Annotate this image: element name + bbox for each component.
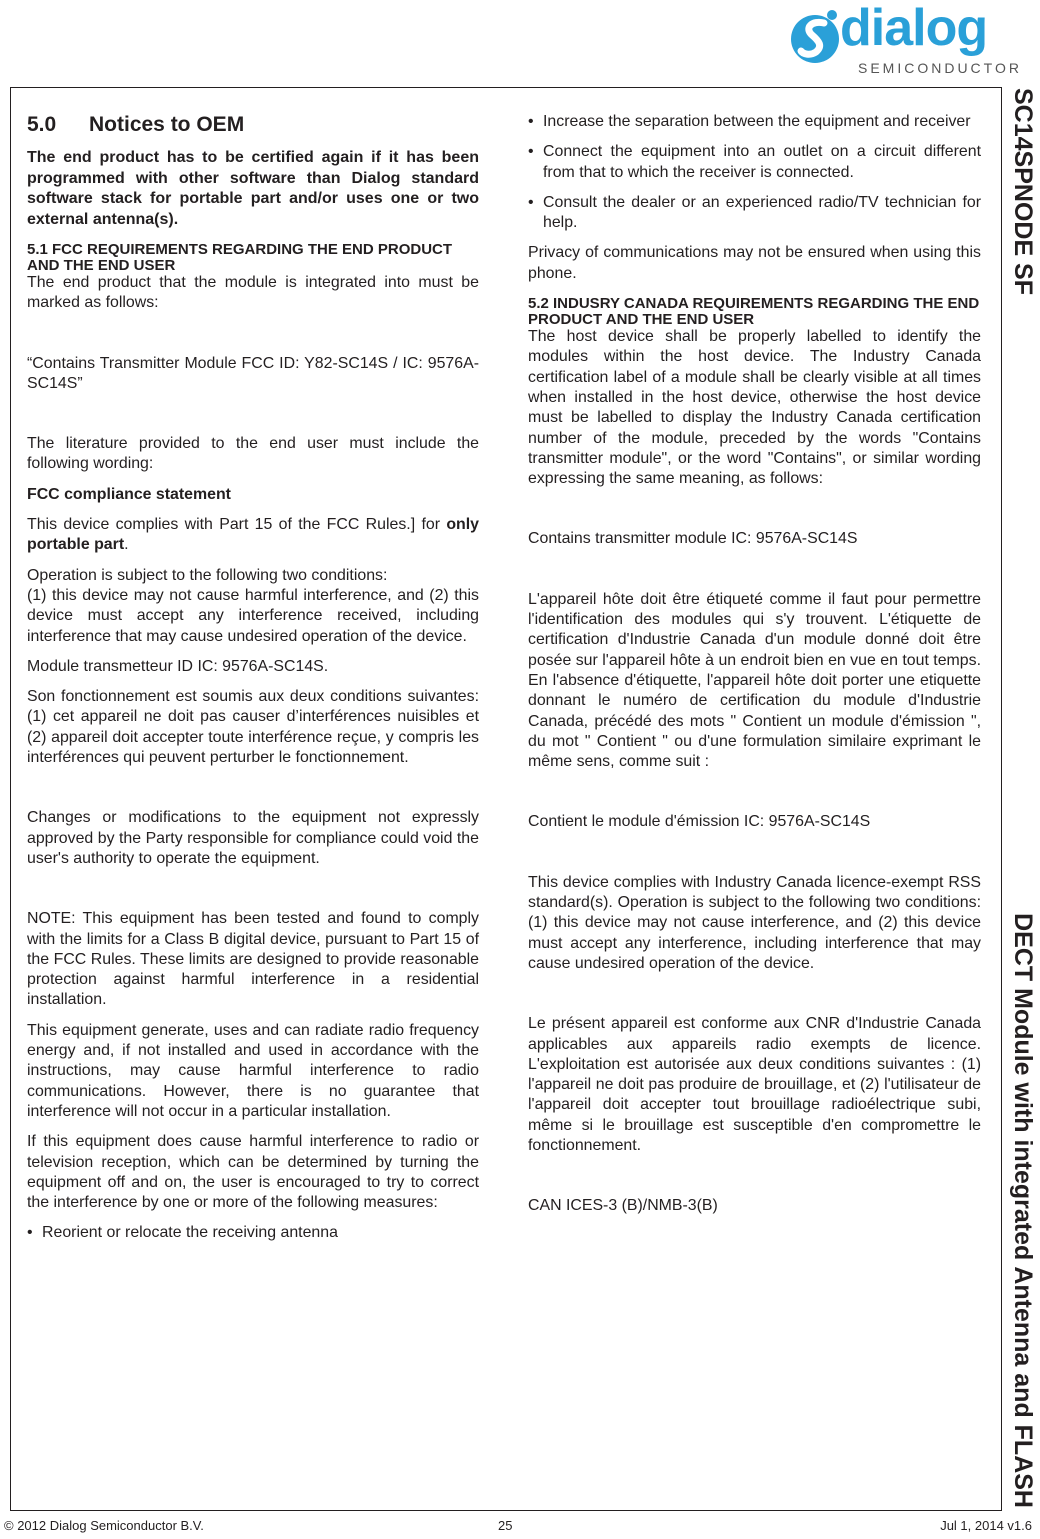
paragraph: The host device shall be properly labelled to identify the modules within the host device. The Industry Canada certification label of a module shall be clearly visible at all times when installed in the host device, otherwise the host device must be labelled to display the Industry Canada certification number of the module, preceded by the words "Contains transmitter module", or the word "Contains", or similar wording expressing the same meaning, as follows:	[528, 328, 981, 488]
dialog-s-icon	[788, 6, 842, 68]
side-subtitle: DECT Module with integrated Antenna and FLASH	[1009, 913, 1037, 1508]
paragraph: Son fonctionnement est soumis aux deux conditions suivantes: (1) cet appareil ne doit pas causer d’interférences nuisibles et (2) appareil doit accepter toute interférence reçue, y compris les interférences qui peuvent perturber le fonctionnement.	[27, 688, 479, 767]
section-number: 5.0	[27, 113, 57, 136]
logo-subtitle: SEMICONDUCTOR	[858, 60, 1022, 76]
list-item: • Connect the equipment into an outlet on a circuit different from that to which the receiver is connected.	[528, 142, 981, 183]
paragraph: L'appareil hôte doit être étiqueté comme il faut pour permettre l'identification des modules qui s'y trouvent. L'étiquette de certification d'Industrie Canada d'un module donné doit être posée sur l'appareil hôte à un endroit bien en vue en tout temps. En l'absence d'étiquette, l'appareil hôte doit porter une etiquette donnant le numéro de certification du module d'Industrie Canada, précédé des mots " Contient un module d'émission ", du mot " Contient " ou d'une formulation similaire exprimant le même sens, comme suit :	[528, 590, 981, 771]
fcc-heading: FCC compliance statement	[27, 485, 231, 503]
paragraph: Le présent appareil est conforme aux CNR d'Industrie Canada applicables aux appareils radio exempts de licence. L'exploitation est autorisée aux deux conditions suivantes : (1) l'appareil ne doit pas produire de brouillage, et (2) l'utilisateur de l'appareil doit accepter tout brouillage radioélectrique subi, même si le brouillage est susceptible d'en compromettre le fonctionnement.	[528, 1015, 981, 1154]
paragraph: This equipment generate, uses and can radiate radio frequency energy and, if not installed and used in accordance with the instructions, may cause harmful interference to radio communications. However, there is no guarantee that interference will not occur in a particular installation.	[27, 1021, 479, 1120]
paragraph: Privacy of communications may not be ensured when using this phone.	[528, 244, 981, 282]
paragraph: This device complies with Part 15 of the FCC Rules.] for only portable part.	[27, 516, 479, 554]
paragraph: The end product that the module is integrated into must be marked as follows:	[27, 274, 479, 312]
paragraph: Contient le module d'émission IC: 9576A-SC14S	[528, 813, 871, 831]
subsection-5-1-title: 5.1 FCC REQUIREMENTS REGARDING THE END PRODUCT AND THE END USER	[27, 241, 453, 274]
paragraph: Changes or modifications to the equipment not expressly approved by the Party responsible for compliance could void the user's authority to operate the equipment.	[27, 809, 479, 867]
footer-page-number: 25	[498, 1518, 513, 1533]
paragraph: Operation is subject to the following two conditions:	[27, 566, 388, 584]
measures-list	[27, 1223, 479, 1243]
paragraph: The literature provided to the end user must include the following wording:	[27, 435, 479, 473]
paragraph: If this equipment does cause harmful interference to radio or television reception, which can be determined by turning the equipment off and on, the user is encouraged to try to correct the interference by one or more of the following measures:	[27, 1133, 479, 1212]
footer-copyright: © 2012 Dialog Semiconductor B.V.	[4, 1518, 204, 1533]
list-item: • Consult the dealer or an experienced radio/TV technician for help.	[528, 193, 981, 234]
paragraph: NOTE: This equipment has been tested and found to comply with the limits for a Class B digital device, pursuant to Part 15 of the FCC Rules. These limits are designed to provide reasonable protection against harmful interference in a residential installation.	[27, 910, 479, 1009]
paragraph: Module transmetteur ID IC: 9576A-SC14S.	[27, 657, 329, 675]
list-item: • Increase the separation between the equipment and receiver	[528, 112, 981, 132]
right-column	[528, 112, 981, 1227]
dialog-logo	[788, 0, 1038, 80]
lead-paragraph: The end product has to be certified again if it has been programmed with other software than Dialog standard software stack for portable part and/or uses one or two external antenna(s).	[27, 149, 479, 228]
paragraph: This device complies with Industry Canada licence-exempt RSS standard(s). Operation is subject to the following two conditions: (1) this device may not cause interference, and (2) this device must accept any interference, including interference that may cause undesired operation of the device.	[528, 873, 981, 972]
left-column	[27, 112, 479, 1254]
side-title: SC14SPNODE SF	[1009, 88, 1037, 296]
section-heading	[27, 112, 479, 138]
measures-list-continued	[528, 112, 981, 233]
side-title-bar	[1006, 88, 1040, 1508]
paragraph: “Contains Transmitter Module FCC ID: Y82-SC14S / IC: 9576A-SC14S”	[27, 354, 479, 392]
section-title: Notices to OEM	[89, 113, 245, 136]
logo-word: dialog	[840, 0, 988, 57]
paragraph: (1) this device may not cause harmful interference, and (2) this device must accept any interference received, including interference that may cause undesired operation of the device.	[27, 586, 479, 645]
paragraph: CAN ICES-3 (B)/NMB-3(B)	[528, 1197, 718, 1215]
footer-date: Jul 1, 2014 v1.6	[940, 1518, 1032, 1533]
subsection-5-2-title: 5.2 INDUSRY CANADA REQUIREMENTS REGARDING THE END PRODUCT AND THE END USER	[528, 295, 980, 328]
list-item: • Reorient or relocate the receiving antenna	[27, 1223, 479, 1243]
paragraph: Contains transmitter module IC: 9576A-SC14S	[528, 530, 858, 548]
